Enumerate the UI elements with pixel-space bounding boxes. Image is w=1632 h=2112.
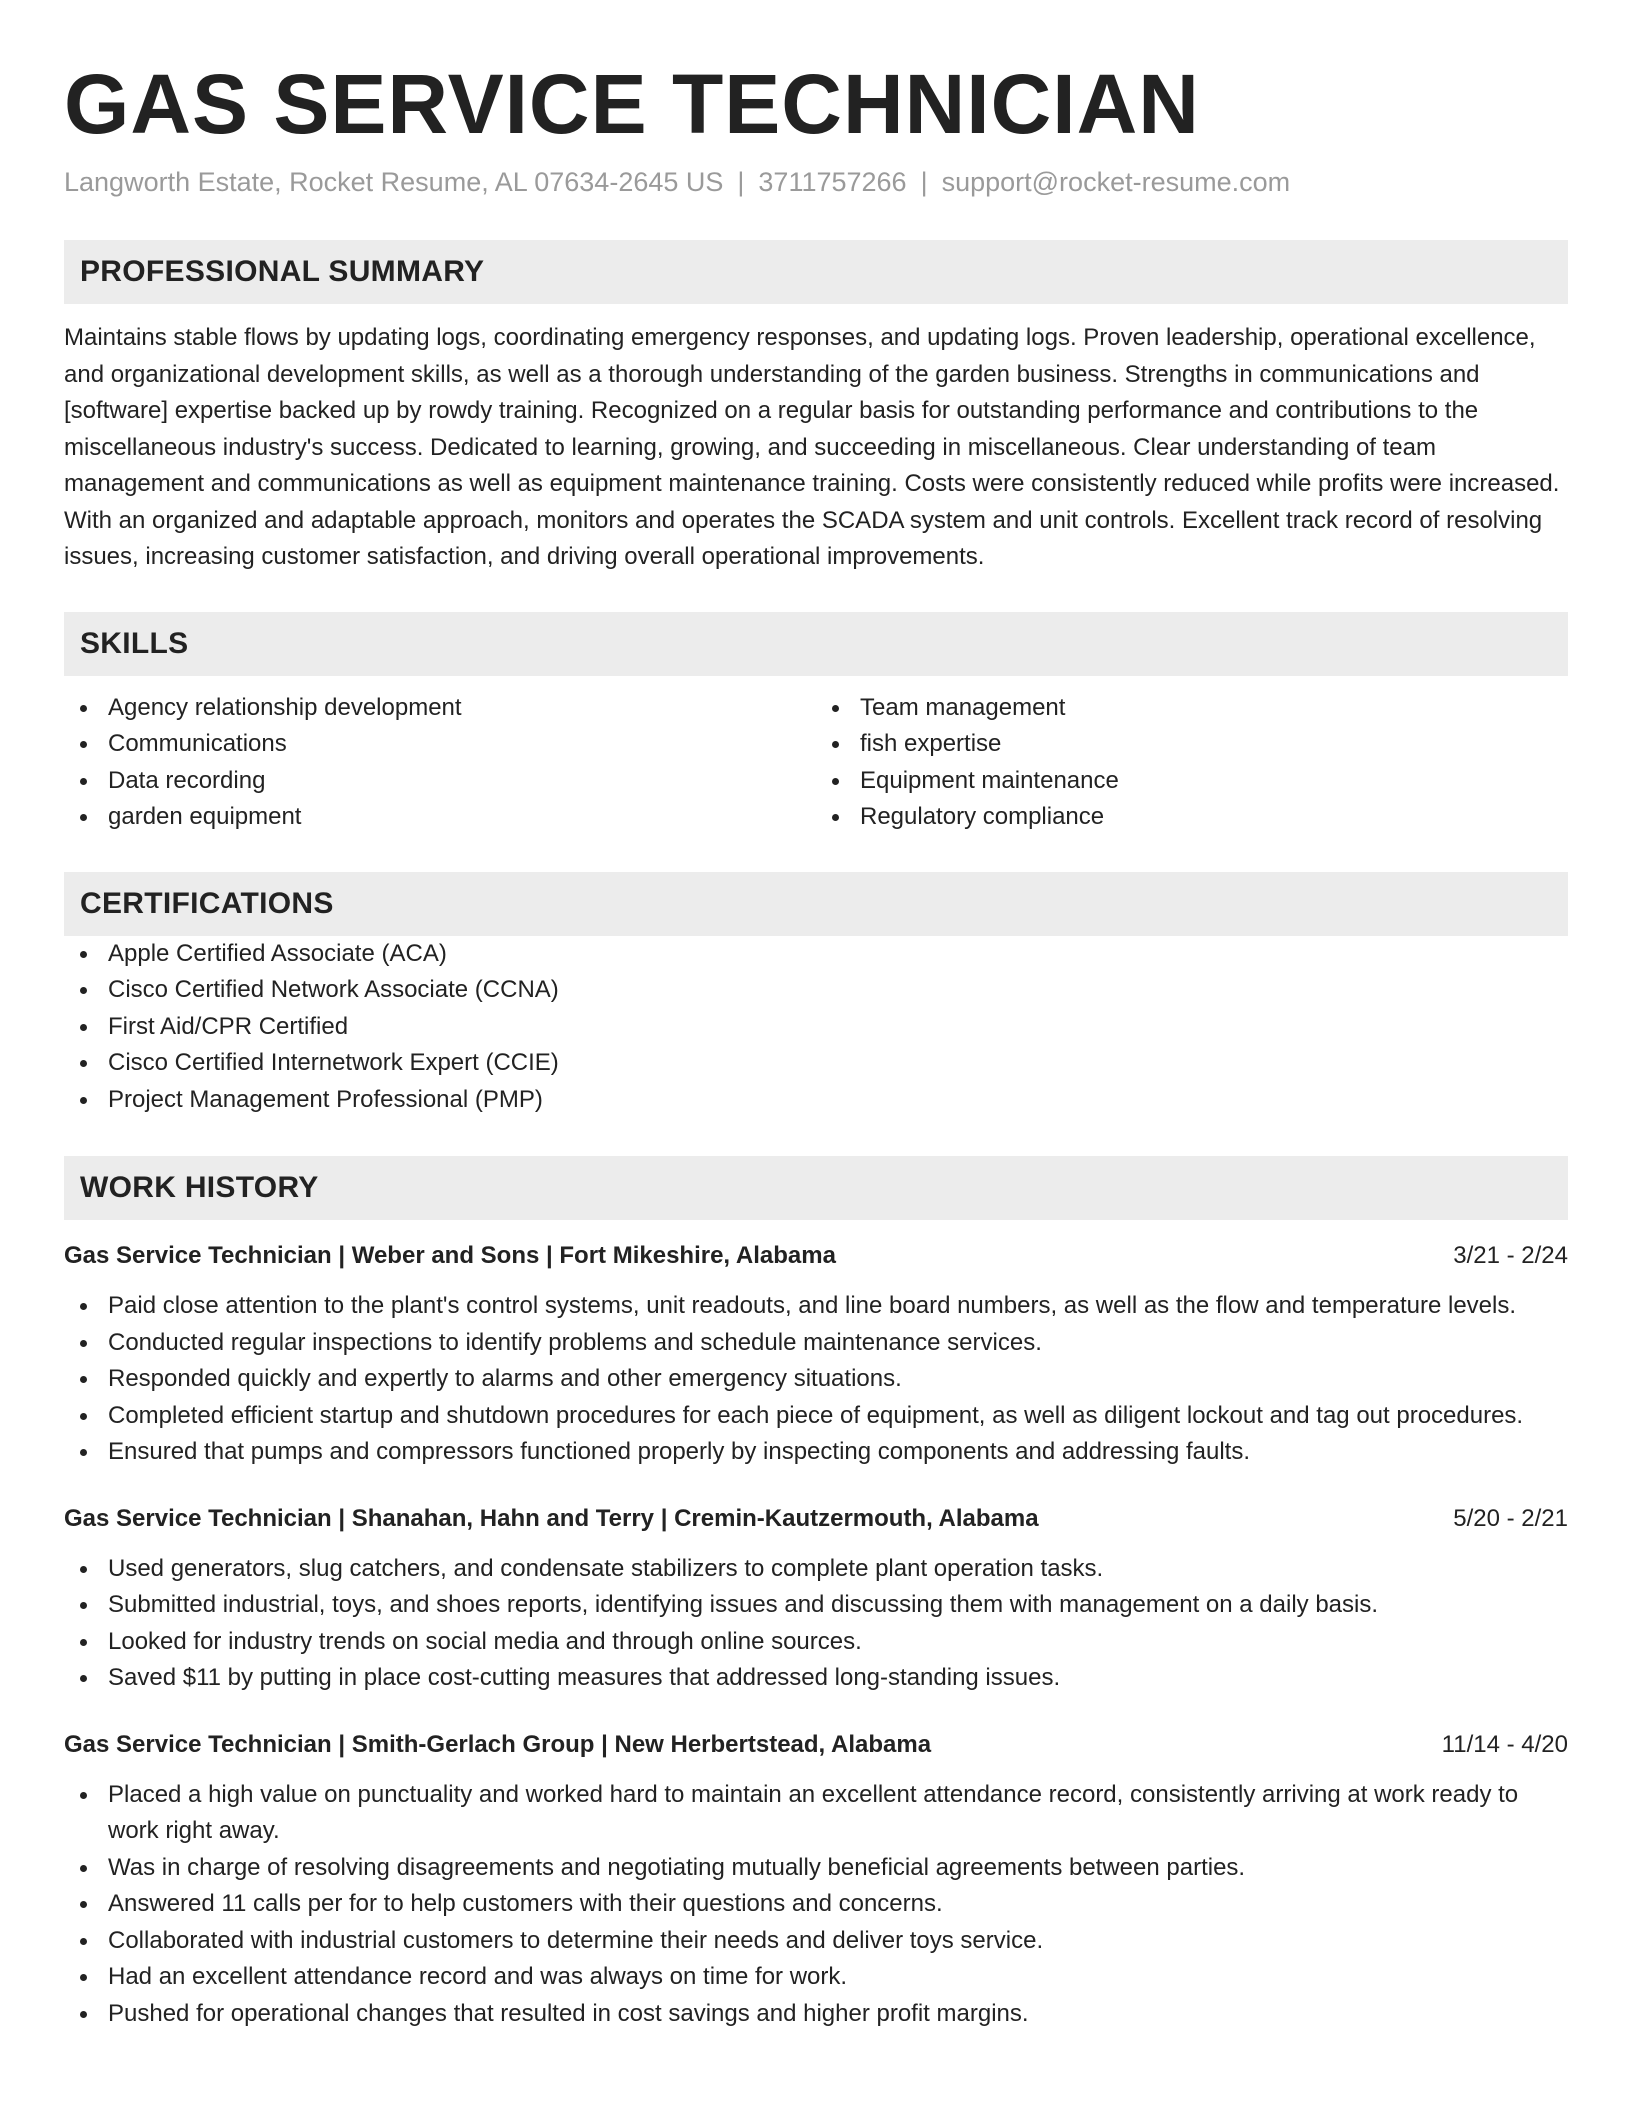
contact-separator: |: [920, 167, 928, 197]
certification-item: Project Management Professional (PMP): [64, 1082, 1568, 1119]
job-bullet: Answered 11 calls per for to help customers with their questions and concerns.: [64, 1886, 1568, 1923]
skill-item: Regulatory compliance: [816, 799, 1568, 836]
contact-phone: 3711757266: [758, 167, 907, 197]
skills-column-left: [64, 690, 816, 836]
contact-email: support@rocket-resume.com: [941, 167, 1291, 197]
section-header-work-history: WORK HISTORY: [64, 1156, 1568, 1220]
job-bullet: Paid close attention to the plant's control systems, unit readouts, and line board numbers, as well as the flow and temperature levels.: [64, 1288, 1568, 1325]
skill-item: Agency relationship development: [64, 690, 816, 727]
certifications-list: [64, 936, 1568, 1119]
job-bullet: Collaborated with industrial customers to determine their needs and deliver toys service.: [64, 1923, 1568, 1960]
job-bullets: [64, 1777, 1568, 2033]
job-bullet: Completed efficient startup and shutdown procedures for each piece of equipment, as well as diligent lockout and tag out procedures.: [64, 1398, 1568, 1435]
skill-item: Data recording: [64, 763, 816, 800]
job-header: [64, 1238, 1568, 1274]
certification-item: Cisco Certified Internetwork Expert (CCIE): [64, 1045, 1568, 1082]
skills-list-left: [64, 690, 816, 836]
certification-item: Apple Certified Associate (ACA): [64, 936, 1568, 973]
skill-item: Team management: [816, 690, 1568, 727]
job-title: Gas Service Technician | Smith-Gerlach Group | New Herbertstead, Alabama: [64, 1730, 932, 1758]
section-header-skills: SKILLS: [64, 612, 1568, 676]
skill-item: fish expertise: [816, 726, 1568, 763]
job-bullet: Submitted industrial, toys, and shoes reports, identifying issues and discussing them with management on a daily basis.: [64, 1587, 1568, 1624]
page-title: GAS SERVICE TECHNICIAN: [64, 57, 1200, 151]
job-entry: [64, 1727, 1568, 2033]
skill-item: garden equipment: [64, 799, 816, 836]
certification-item: First Aid/CPR Certified: [64, 1009, 1568, 1046]
skills-grid: [64, 690, 1568, 836]
contact-separator: |: [737, 167, 745, 197]
section-header-summary: PROFESSIONAL SUMMARY: [64, 240, 1568, 304]
contact-address: Langworth Estate, Rocket Resume, AL 07634-2645 US: [64, 167, 724, 197]
job-dates: 11/14 - 4/20: [1441, 1730, 1568, 1758]
job-title: Gas Service Technician | Shanahan, Hahn and Terry | Cremin-Kautzermouth, Alabama: [64, 1504, 1039, 1532]
job-title: Gas Service Technician | Weber and Sons | Fort Mikeshire, Alabama: [64, 1242, 836, 1269]
section-header-certifications: CERTIFICATIONS: [64, 872, 1568, 936]
job-header: [64, 1727, 1568, 1763]
job-bullet: Conducted regular inspections to identify problems and schedule maintenance services.: [64, 1325, 1568, 1362]
job-bullet: Was in charge of resolving disagreements and negotiating mutually beneficial agreements between parties.: [64, 1850, 1568, 1887]
job-bullet: Ensured that pumps and compressors functioned properly by inspecting components and addressing faults.: [64, 1434, 1568, 1471]
job-bullets: [64, 1288, 1568, 1471]
job-bullet: Had an excellent attendance record and was always on time for work.: [64, 1959, 1568, 1996]
summary-text: Maintains stable flows by updating logs, coordinating emergency responses, and updating logs. Proven leadership, operational excellence, and organizational development skills, as well as a thorough understanding of the garden business. Strengths in communications and [software] expertise backed up by rowdy training. Recognized on a regular basis for outstanding performance and contributions to the miscellaneous industry's success. Dedicated to learning, growing, and succeeding in miscellaneous. Clear understanding of team management and communications as well as equipment maintenance training. Costs were consistently reduced while profits were increased. With an organized and adaptable approach, monitors and operates the SCADA system and unit controls. Excellent track record of resolving issues, increasing customer satisfaction, and driving overall operational improvements.: [64, 324, 1560, 570]
skill-item: Equipment maintenance: [816, 763, 1568, 800]
job-bullet: Pushed for operational changes that resulted in cost savings and higher profit margins.: [64, 1996, 1568, 2033]
job-entry: [64, 1238, 1568, 1471]
job-dates: 5/20 - 2/21: [1453, 1504, 1568, 1532]
job-bullets: [64, 1551, 1568, 1697]
job-entry: [64, 1501, 1568, 1697]
job-bullet: Saved $11 by putting in place cost-cutting measures that addressed long-standing issues.: [64, 1660, 1568, 1697]
job-bullet: Looked for industry trends on social media and through online sources.: [64, 1624, 1568, 1661]
contact-line: [64, 164, 1568, 200]
skills-list-right: [816, 690, 1568, 836]
skill-item: Communications: [64, 726, 816, 763]
job-bullet: Used generators, slug catchers, and condensate stabilizers to complete plant operation tasks.: [64, 1551, 1568, 1588]
job-bullet: Responded quickly and expertly to alarms and other emergency situations.: [64, 1361, 1568, 1398]
skills-column-right: [816, 690, 1568, 836]
certification-item: Cisco Certified Network Associate (CCNA): [64, 972, 1568, 1009]
job-bullet: Placed a high value on punctuality and worked hard to maintain an excellent attendance record, consistently arriving at work ready to work right away.: [64, 1777, 1568, 1850]
job-header: [64, 1501, 1568, 1537]
job-dates: 3/21 - 2/24: [1453, 1242, 1568, 1269]
